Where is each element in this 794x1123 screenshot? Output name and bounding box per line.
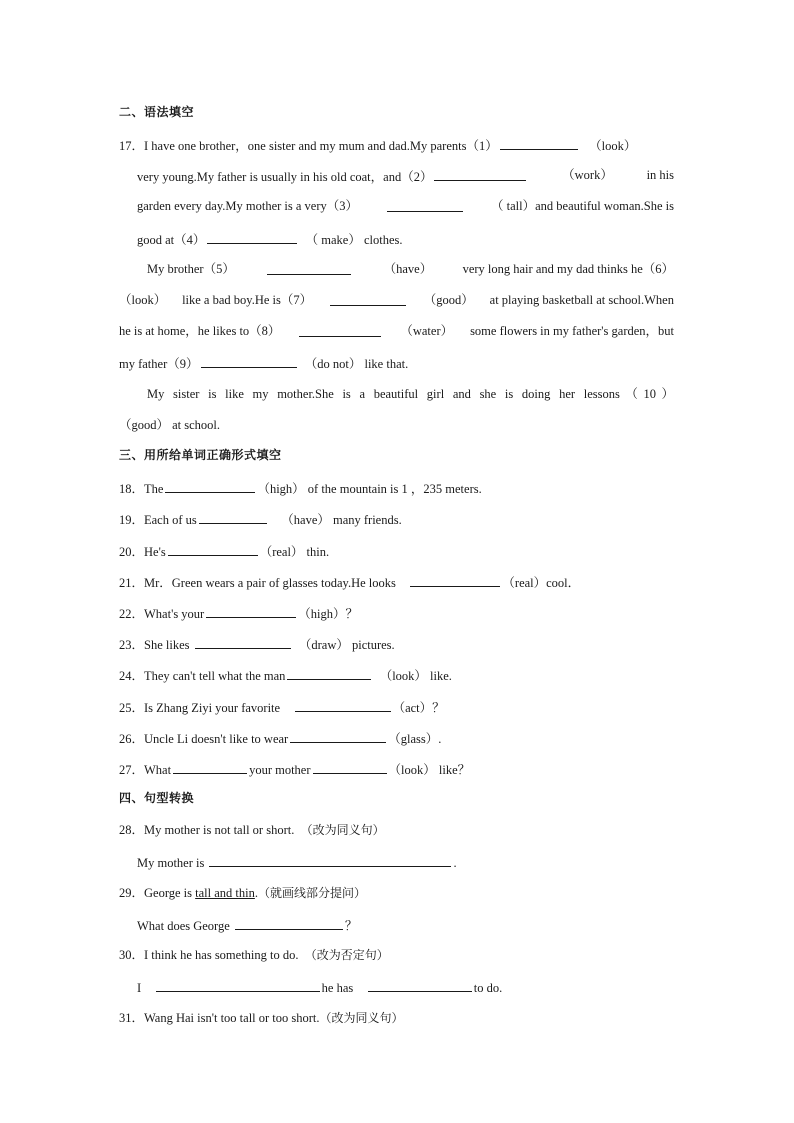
text: （water）: [400, 324, 454, 338]
q17-line-9: My sister is like my mother.She is a beautiful girl and she is doing her lessons（10）: [147, 387, 674, 401]
text: he is at home，he likes to（8）: [119, 324, 281, 338]
q17-line-1: [119, 136, 636, 154]
q29-answer: [137, 916, 357, 934]
text: （glass）.: [388, 732, 442, 746]
q21: [119, 573, 580, 591]
text: 29．George is: [119, 886, 193, 900]
blank-9[interactable]: [201, 354, 297, 368]
q19: [119, 510, 402, 528]
blank-q27a[interactable]: [173, 760, 247, 774]
q27: [119, 760, 470, 778]
q17-line-2: [137, 167, 674, 185]
text: very young.My father is usually in his old coat，and（2）: [137, 170, 433, 184]
section-heading-transform: 四、句型转换: [119, 791, 195, 805]
text: 28．My mother is not tall or short.: [119, 823, 295, 837]
q29: [119, 885, 366, 901]
q23: [119, 635, 395, 653]
blank-3[interactable]: [387, 198, 463, 212]
text: ？: [344, 919, 358, 933]
blank-q28[interactable]: [209, 853, 451, 867]
text: 31．Wang Hai isn't too tall or too short.: [119, 1011, 320, 1025]
q17-line-10: （good） at school.: [119, 418, 221, 432]
note: （改为同义句）: [300, 823, 385, 837]
blank-q22[interactable]: [206, 604, 296, 618]
q26: [119, 729, 441, 747]
q17-line-8: [119, 354, 408, 372]
text: 30．I think he has something to do.: [119, 948, 299, 962]
text: 27．What: [119, 763, 172, 777]
q30: [119, 947, 389, 963]
text: （good）: [423, 293, 474, 307]
text: very long hair and my dad thinks he（6）: [462, 262, 674, 276]
blank-4[interactable]: [207, 230, 297, 244]
note: （就画线部分提问）: [258, 886, 367, 900]
text: garden every day.My mother is a very（3）: [137, 199, 358, 213]
q17-line-7: [119, 323, 674, 339]
blank-q30b[interactable]: [368, 978, 472, 992]
text: （high） of the mountain is 1 ，235 meters.: [257, 482, 482, 496]
text: （look） like.: [379, 669, 452, 683]
text: to do.: [473, 981, 503, 995]
blank-q27b[interactable]: [313, 760, 387, 774]
text: 18．The: [119, 482, 164, 496]
q17-line-4: [137, 230, 403, 248]
blank-q23[interactable]: [195, 635, 291, 649]
q25: [119, 698, 445, 716]
q22: [119, 604, 358, 622]
text: （do not） like that.: [304, 357, 409, 371]
q17-line-5: [147, 261, 674, 277]
blank-q30a[interactable]: [156, 978, 320, 992]
text: at playing basketball at school.When: [489, 293, 674, 307]
text: （act）？: [392, 701, 445, 715]
blank-q24[interactable]: [287, 666, 371, 680]
underlined-phrase: tall and thin: [195, 886, 255, 900]
blank-1[interactable]: [500, 136, 578, 150]
blank-q21[interactable]: [410, 573, 500, 587]
text: your mother: [249, 763, 311, 777]
text: .: [254, 886, 258, 900]
text: my father（9）: [119, 357, 199, 371]
text: 21．Mr．Green wears a pair of glasses today.He looks: [119, 576, 396, 590]
text: （high）？: [298, 607, 358, 621]
text: （look）: [119, 293, 167, 307]
text: （have） many friends.: [281, 513, 402, 527]
blank-q29[interactable]: [235, 916, 343, 930]
text: （work）: [562, 168, 613, 182]
section-heading-grammar: 二、语法填空: [119, 105, 195, 119]
text: 24．They can't tell what the man: [119, 669, 286, 683]
text: .: [453, 856, 457, 870]
text: （draw） pictures.: [298, 638, 395, 652]
text: （ tall）and beautiful woman.She is: [491, 199, 674, 213]
text: 19．Each of us: [119, 513, 197, 527]
section-heading-word-forms: 三、用所给单词正确形式填空: [119, 448, 282, 462]
q17-line-3: [137, 198, 674, 214]
blank-q20[interactable]: [168, 542, 258, 556]
text: like a bad boy.He is（7）: [182, 293, 313, 307]
q30-answer: [137, 978, 502, 996]
text: 22．What's your: [119, 607, 205, 621]
text: （have）: [383, 262, 433, 276]
text: he has: [321, 981, 354, 995]
blank-q25[interactable]: [295, 698, 391, 712]
blank-8[interactable]: [299, 323, 381, 337]
text: My mother is: [137, 856, 205, 870]
blank-q26[interactable]: [290, 729, 386, 743]
text: in his: [646, 168, 674, 182]
note: （改为否定句）: [304, 948, 389, 962]
text: What does George: [137, 919, 230, 933]
note: （改为同义句）: [319, 1011, 404, 1025]
q24: [119, 666, 452, 684]
q28-answer: [137, 853, 457, 871]
q17-line-6: [119, 292, 674, 308]
text: 25．Is Zhang Ziyi your favorite: [119, 701, 281, 715]
text: some flowers in my father's garden，but: [470, 324, 674, 338]
text: My brother（5）: [147, 262, 235, 276]
text: （look）: [589, 139, 637, 153]
text: （real）cool．: [502, 576, 581, 590]
blank-5[interactable]: [267, 261, 351, 275]
q18: [119, 479, 482, 497]
text: （ make） clothes.: [305, 233, 403, 247]
text: 20．He's: [119, 545, 166, 559]
text: 23．She likes: [119, 638, 190, 652]
blank-7[interactable]: [330, 292, 406, 306]
blank-q19[interactable]: [199, 510, 267, 524]
text: （look） like？: [388, 763, 471, 777]
text: 26．Uncle Li doesn't like to wear: [119, 732, 289, 746]
text: （real） thin.: [259, 545, 330, 559]
q20: [119, 542, 329, 560]
text: I: [137, 981, 142, 995]
q28: [119, 822, 385, 838]
text: 17．I have one brother，one sister and my mum and dad.My parents（1）: [119, 139, 498, 153]
blank-q18[interactable]: [165, 479, 255, 493]
q31: [119, 1010, 404, 1026]
blank-2[interactable]: [434, 167, 526, 181]
text: good at（4）: [137, 233, 206, 247]
